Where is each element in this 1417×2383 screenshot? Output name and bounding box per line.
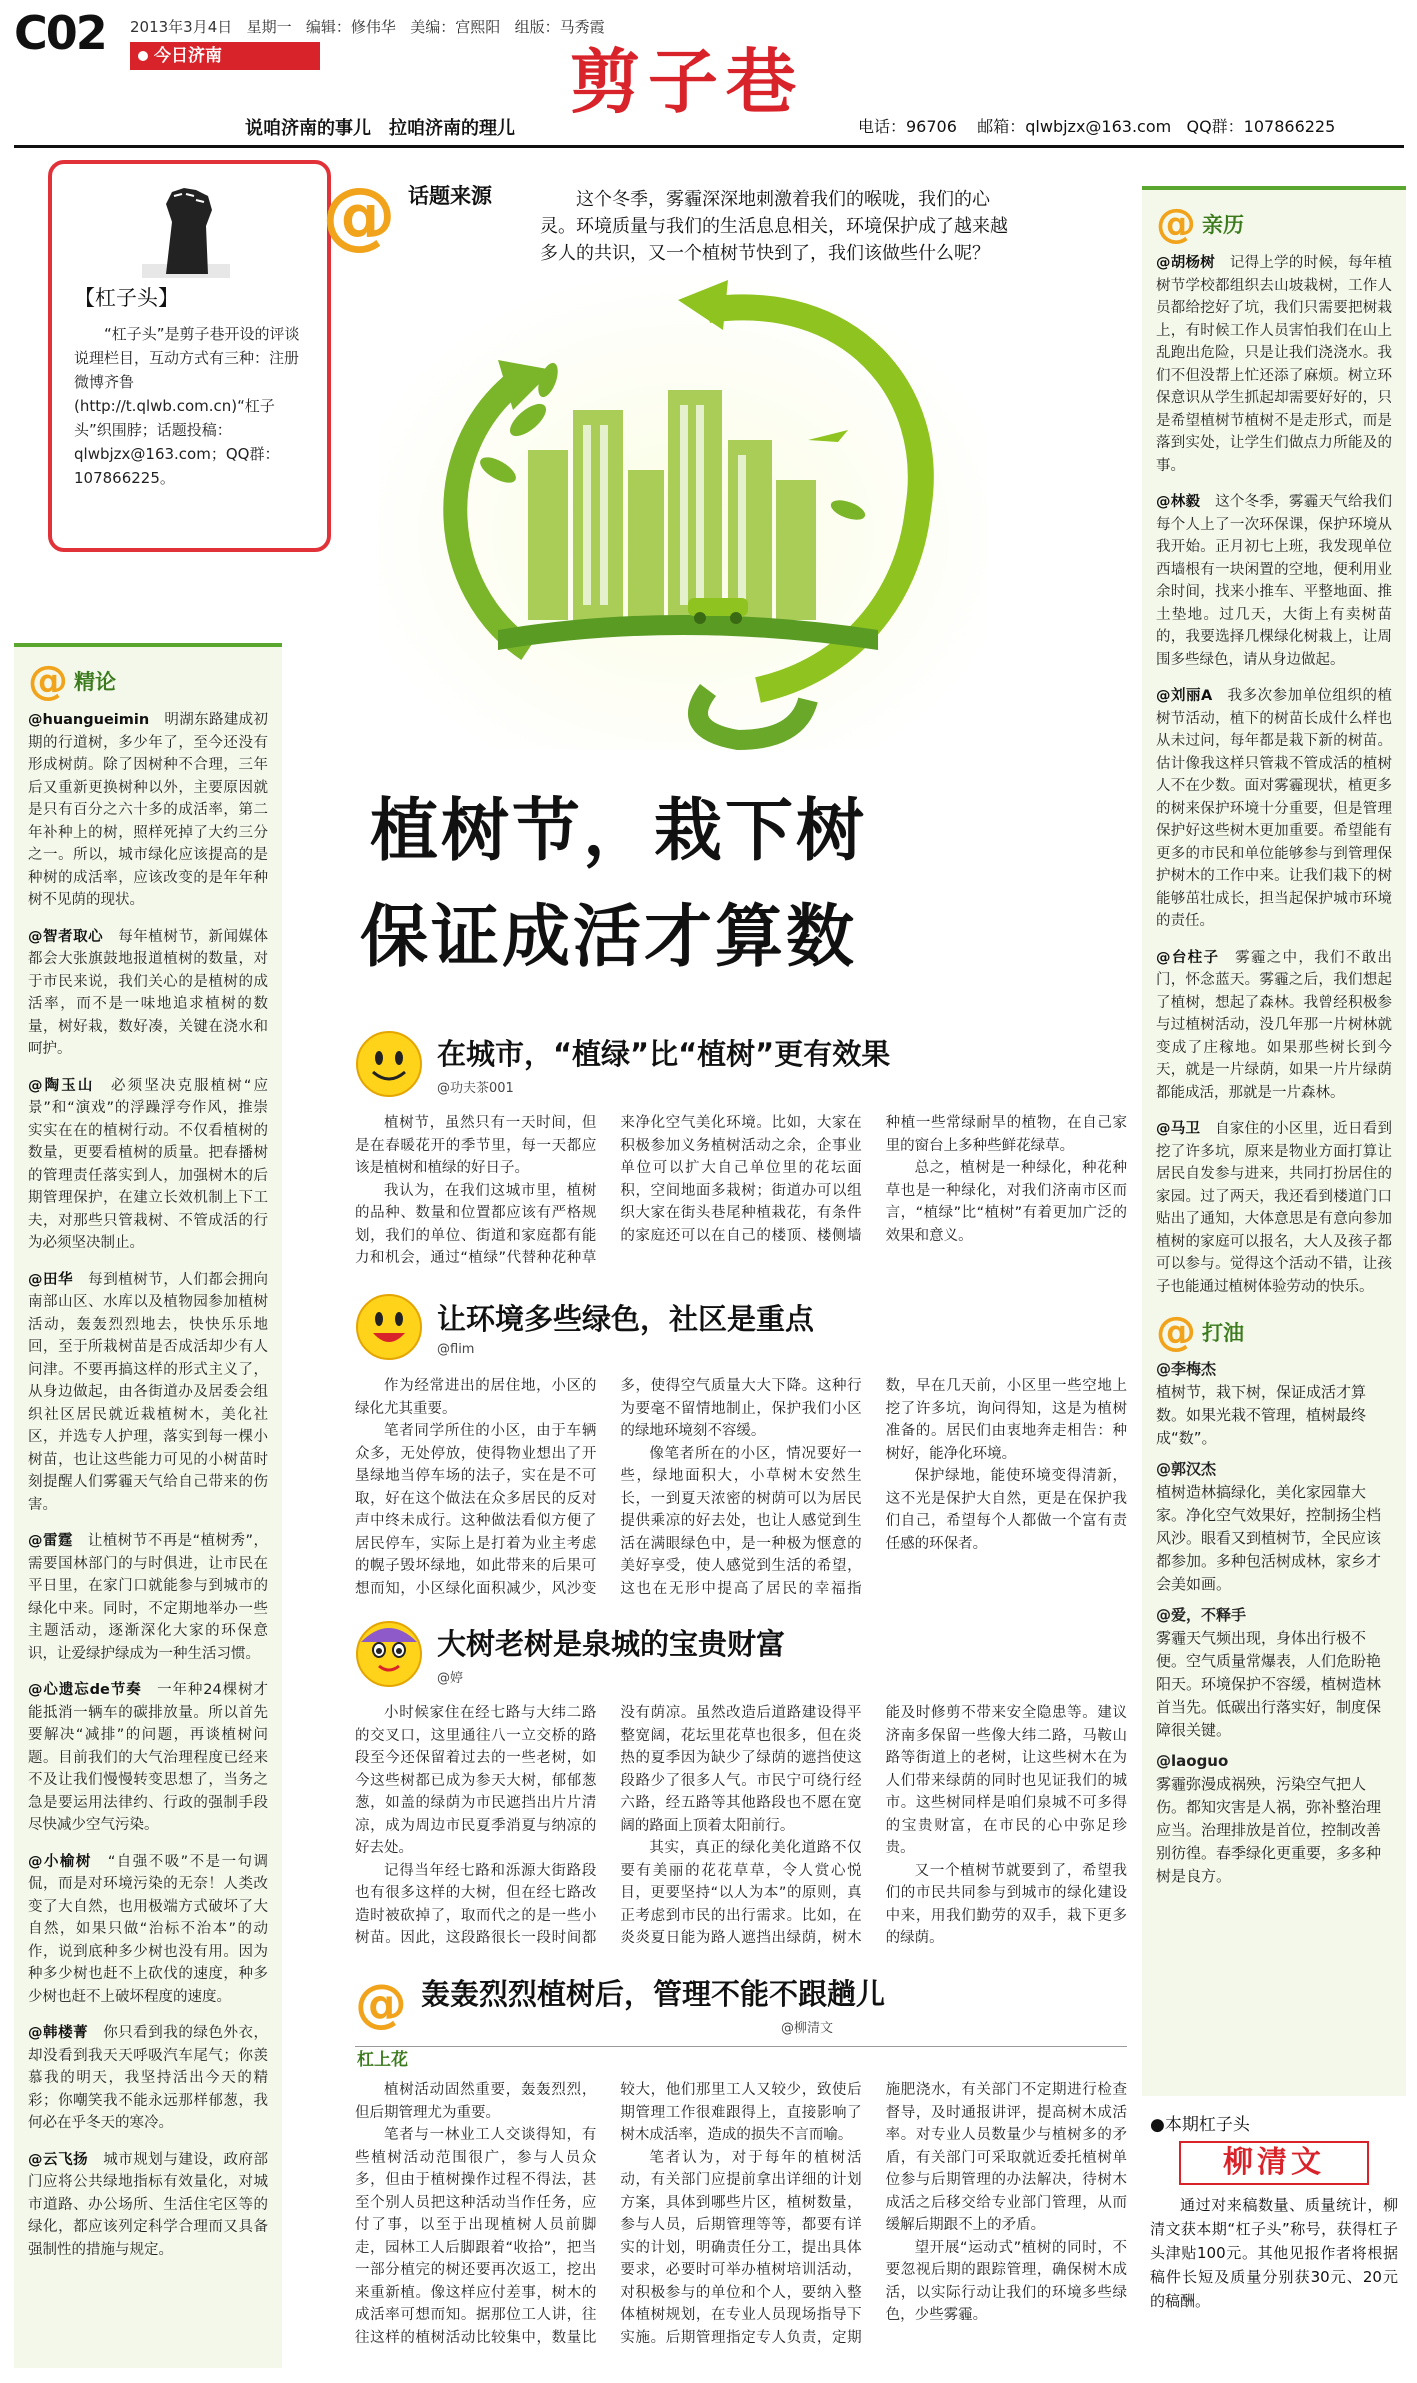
comment-text: “自强不吸”不是一句调侃，而是对环境污染的无奈！人类改变了大自然，也用极端方式破坏了大自然，如果只做“治标不治本”的动作，说到底种多少树也没有用。因为种多少树也赶不上砍伐的速度，种多少树也赶不上破坏程度的速度。	[28, 1853, 268, 2005]
fist-icon	[136, 174, 236, 280]
smiley-icon	[355, 1620, 423, 1688]
main-headline-line2: 保证成活才算数	[360, 898, 858, 977]
poem-text: 雾霾天气频出现，身体出行极不便。空气质量常爆表，人们危盼艳阳天。环境保护不容缓，植树造林首当先。低碳出行落实好，制度保障很关键。	[1156, 1629, 1382, 1739]
comment-text: 每到植树节，人们都会拥向南部山区、水库以及植物园参加植树活动，轰轰烈烈地去，快快乐乐地回，至于所栽树苗是否成活却少有人问津。不要再搞这样的形式主义了，从身边做起，由各街道办及居委会组织社区居民就近栽植树木，美化社区，并选专人护理，落实到每一棵小树苗，也让这些能力可见的小树苗时刻提醒人们雾霾天气给自己带来的伤害。	[28, 1271, 269, 1513]
column-name: 剪子巷	[570, 40, 804, 123]
article-paragraph: 保护绿地，能使环境变得清新，这不光是保护大自然，更是在保护我们自己，希望每个人都做一个富有责任感的环保者。	[885, 1468, 1127, 1552]
comment-author: @智者取心	[28, 928, 104, 945]
section-label: 今日济南	[154, 46, 222, 66]
comment-entry	[28, 2149, 268, 2262]
this-issue-label-text: 本期杠子头	[1164, 2115, 1250, 2135]
comment-text: 让植树节不再是“植树秀”，需要国林部门的与时俱进，让市民在平日里，在家门口就能参与到城市的绿化中来。同时，不定期地举办一些主题活动，逐渐深化大家的环保意识，让爱绿护绿成为一种生活习惯。	[28, 1533, 268, 1662]
this-issue-text: 通过对来稿数量、质量统计，柳清文获本期“杠子头”称号，获得杠子头津贴100元。其他见报作者将根据稿件长短及质量分别获30元、20元的稿酬。	[1150, 2196, 1398, 2310]
comment-author: @雷霆	[28, 1533, 73, 1549]
comment-author: @云飞扬	[28, 2151, 89, 2168]
article-paragraph: 望开展“运动式”植树的同时，不要忽视后期的跟踪管理，确保树木成活，以实际行动让我们的环境多些绿色，少些雾霾。	[885, 2239, 1127, 2323]
bullet-icon: ●	[1150, 2115, 1165, 2135]
topic-text: 这个冬季，雾霾深深地刺激着我们的喉咙，我们的心灵。环境质量与我们的生活息息相关，环境保护成了越来越多人的共识，又一个植树节快到了，我们该做些什么呢？	[540, 189, 1008, 264]
smiley-icon	[355, 1030, 423, 1098]
section-tag	[130, 42, 320, 70]
at-icon: @	[1156, 1309, 1196, 1355]
article-paragraph: 笔者认为，对于每年的植树活动，有关部门应提前拿出详细的计划方案，具体到哪些片区，植树数量，参与人员，后期管理等等，都要有详实的计划，明确责任分工，提出具体要求，必要时可举办植树培训活动，对积极参与的单位和个人，要纳入整体植树规划，在专业人员现场指导下实施。后期管理指定专人负责，定期施肥浇水，有关部门不定期进行检查督导，及时通报讲评，提高树木成活率。对专业人员数量少与植树多的矛盾，有关部门可采取就近委托植树单位参与后期管理的办法解决，待树木成活之后移交给专业部门管理，从而缓解后期跟不上的矛盾。	[620, 2082, 1127, 2346]
ganzitou-intro-box	[48, 160, 331, 552]
panel-heading-label: 亲历	[1202, 213, 1244, 237]
green-city-illustration	[378, 270, 988, 750]
contact-line	[858, 114, 1335, 137]
comment-author: @小榆树	[28, 1853, 92, 1870]
experience-author: @台柱子	[1156, 949, 1220, 966]
experience-author: @林毅	[1156, 494, 1201, 510]
article-paragraph: 又一个植树节就要到了，希望我们的市民共同参与到城市的绿化建设中来，用我们勤劳的双手，栽下更多的绿荫。	[885, 1862, 1127, 1946]
this-issue-box	[1142, 2110, 1406, 2370]
article-paragraph: 笔者与一林业工人交谈得知，有些植树活动范围很广，参与人员众多，但由于植树操作过程不得法，甚至个别人员把这种活动当作任务，应付了事，以至于出现植树人员前脚走，园林工人后脚跟着“收拾”，把当一部分植完的树还要再次返工，挖出来重新植。像这样应付差事，树木的成活率可想而知。据那位工人讲，往往这样的植树活动比较集中，数量比较大，他们那里工人又较少，致使后期管理工作很难跟得上，直接影响了树木成活率，造成的损失不言而喻。	[355, 2082, 862, 2346]
experience-text: 雾霾之中，我们不敢出门，怀念蓝天。雾霾之后，我们想起了植树，想起了森林。我曾经积极参与过植树活动，没几年那一片树林就变成了庄稼地。如果那些树长到今天，就是一片绿荫，如果一片片绿荫都能成活，那就是一片森林。	[1156, 949, 1393, 1101]
panel-heading-label: 精论	[74, 670, 116, 694]
article-body	[355, 1702, 1127, 1950]
contact-qq: QQ群：107866225	[1186, 117, 1336, 136]
article-paragraph: 小时候家住在经七路与大纬二路的交叉口，这里通往八一立交桥的路段至今还保留着过去的一些老树，如今这些树都已成为参天大树，郁郁葱葱，如盖的绿荫为市民遮挡出片片清凉，成为周边市民夏季消夏与纳凉的好去处。	[355, 1705, 597, 1856]
comment-entry	[28, 1075, 268, 1255]
smiley-icon	[355, 1293, 423, 1361]
article-author: @功夫茶001	[437, 1081, 514, 1096]
comment-entry	[28, 1269, 268, 1517]
poem-author: @郭汉杰	[1156, 1460, 1217, 1478]
left-commentary-panel	[14, 643, 282, 2368]
article-body	[355, 2079, 1127, 2349]
this-issue-name: 柳清文	[1179, 2141, 1369, 2185]
article	[355, 1972, 1127, 2349]
experience-text: 这个冬季，雾霾天气给我们每个人上了一次环保课，保护环境从我开始。正月初七上班，我发现单位西墙根有一块闲置的空地，便利用业余时间，找来小推车、平整地面、推土垫地。过几天，大街上有卖树苗的，我要选择几棵绿化树栽上，让周围多些绿色，请从身边做起。	[1156, 494, 1393, 668]
comment-author: @田华	[28, 1271, 74, 1288]
comment-entry	[28, 709, 268, 912]
experience-entry	[1156, 491, 1392, 671]
poems-heading-label: 打油	[1202, 1321, 1244, 1345]
comment-entry	[28, 1679, 268, 1837]
experience-text: 我多次参加单位组织的植树节活动，植下的树苗长成什么样也从未过问，每年都是栽下新的树苗。估计像我这样只管栽不管成活的植树人不在少数。面对雾霾现状，植更多的树来保护环境十分重要，但是管理保护好这些树木更加重要。希望能有更多的市民和单位能够参与到管理保护树木的工作中来。让我们栽下的树能够茁壮成长，担当起保护城市环境的责任。	[1156, 688, 1392, 929]
editor-credit: 编辑：修伟华	[305, 18, 396, 36]
experience-author: @刘丽A	[1156, 688, 1213, 704]
ganzitou-body: “杠子头”是剪子巷开设的评谈说理栏目，互动方式有三种：注册微博齐鲁(http://t.qlwb.com.cn)“杠子头”织围脖；话题投稿：qlwbjzx@163.com；QQ群：107866225。	[74, 325, 300, 487]
main-headline-line1: 植树节，栽下树	[370, 792, 868, 871]
comment-text: 城市规划与建设，政府部门应将公共绿地指标有效量化，对城市道路、办公场所、生活住宅区等的绿化，都应该列定科学合理而又具备强制性的措施与规定。	[28, 2151, 269, 2258]
issue-date: 2013年3月4日	[130, 18, 233, 36]
at-icon: @	[1156, 201, 1196, 247]
article-paragraph: 其实，真正的绿化美化道路不仅要有美丽的花花草草，令人赏心悦目，更要坚持“以人为本”的原则，真正考虑到市民的出行需求。比如，在炎炎夏日能为路人遮挡出绿荫，树木能及时修剪不带来安全隐患等。建议济南多保留一些像大纬二路，马鞍山路等街道上的老树，让这些树木在为人们带来绿荫的同时也见证我们的城市。这些树同样是咱们泉城不可多得的宝贵财富，在市民的心中弥足珍贵。	[620, 1705, 1127, 1946]
at-icon: @	[322, 172, 396, 258]
article-header	[355, 1620, 1127, 1688]
comment-text: 必须坚决克服植树“应景”和“演戏”的浮躁浮夸作风，推崇实实在在的植树行动。不仅看植树的数量，更要看植树的质量。把春播树的管理责任落实到人，加强树木的后期管理保护，在建立长效机制上下工夫，对那些只管栽树、不管成活的行为必须坚决制止。	[28, 1077, 269, 1251]
poem-text: 植树节，栽下树，保证成活才算数。如果光栽不管理，植树最终成“数”。	[1156, 1383, 1367, 1447]
article-body	[355, 1375, 1127, 1600]
article	[355, 1293, 1127, 1600]
article-paragraph: 像笔者所在的小区，情况要好一些，绿地面积大，小草树木安然生长，一到夏天浓密的树荫可以为居民提供乘凉的好去处，也让人感觉到生活在满眼绿色中，是一种极为惬意的美好享受，使人感觉到生活的希望，这也在无形中提高了居民的幸福指数，早在几天前，小区里一些空地上挖了许多坑，询问得知，这是为植树准备的。居民们由衷地奔走相告：种树好，能净化环境。	[620, 1378, 1127, 1597]
article-title: 大树老树是泉城的宝贵财富	[437, 1627, 786, 1661]
poem-text: 雾霾弥漫成祸殃，污染空气把人伤。都知灾害是人祸，弥补整治理应当。治理排放是首位，控制改善别彷徨。春季绿化更重要，多多种树是良方。	[1156, 1775, 1382, 1885]
experience-entry	[1156, 1118, 1392, 1298]
article-author: @flim	[437, 1342, 475, 1357]
experience-entry	[1156, 947, 1392, 1105]
comment-author: @陶玉山	[28, 1077, 95, 1094]
ganzitou-title: 【杠子头】	[74, 286, 179, 310]
comment-entry	[28, 926, 268, 1061]
comment-entry	[28, 1530, 268, 1665]
comment-text: 明湖东路建成初期的行道树，多少年了，至今还没有形成树荫。除了因树种不合理，三年后又重新更换树种以外，主要原因就是只有百分之六十多的成活率，第二年补种上的树，照样死掉了大约三分之一。所以，城市绿化应该提高的是种树的成活率，应该改变的是年年种树不见荫的现状。	[28, 712, 269, 908]
panel-heading	[1156, 201, 1392, 247]
comment-entry	[28, 2022, 268, 2135]
pin-icon	[138, 51, 148, 61]
poems-heading	[1156, 1309, 1392, 1355]
meta-line	[130, 16, 605, 37]
article-author: @柳清文	[781, 2021, 834, 2036]
experience-text: 自家住的小区里，近日看到挖了许多坑，原来是物业方面打算让居民自发参与进来，共同打扮居住的家园。过了两天，我还看到楼道门口贴出了通知，大体意思是有意向参加植树的家庭可以报名，大人及孩子都可以参与。觉得这个活动不错，让孩子也能通过植树体验劳动的快乐。	[1156, 1121, 1393, 1295]
article-body-wrap	[355, 2046, 1127, 2349]
article-header	[355, 1972, 1127, 2036]
experience-text: 记得上学的时候，每年植树节学校都组织去山坡栽树，工作人员都给挖好了坑，我们只需要把树栽上，有时候工作人员害怕我们在山上乱跑出危险，只是让我们浇浇水。我们不但没帮上忙还添了麻烦。树立环保意识从学生抓起却需要好好的，只是希望植树节植树不是走形式，而是落到实处，让学生们做点力所能及的事。	[1156, 255, 1393, 474]
article-paragraph: 记得当年经七路和泺源大街路段也有很多这样的大树，但在经七路改造时被砍掉了，取而代之的是一些小树苗。因此，这段路很长一段时间都没有荫凉。虽然改造后道路建设得平整宽阔，花坛里花草也很多，但在炎热的夏季因为缺少了绿荫的遮挡使这段路少了很多人气。市民宁可绕行经六路，经五路等其他路段也不愿在宽阔的路面上顶着太阳前行。	[355, 1705, 862, 1946]
layout-credit: 组版：马秀霞	[514, 18, 605, 36]
article	[355, 1620, 1127, 1950]
slogan: 说咱济南的事儿 拉咱济南的理儿	[245, 118, 515, 139]
poem-entry	[1156, 1358, 1392, 1450]
article-header	[355, 1293, 1127, 1361]
comment-text: 每年植树节，新闻媒体都会大张旗鼓地报道植树的数量，对于市民来说，我们关心的是植树的成活率，而不是一味地追求植树的数量，树好栽，数好凑，关键在浇水和呵护。	[28, 928, 269, 1057]
masthead-rule	[14, 145, 1404, 148]
article-paragraph: 笔者同学所住的小区，由于车辆众多，无处停放，使得物业想出了开垦绿地当停车场的法子，实在是不可取，好在这个做法在众多居民的反对声中终未成行。这种做法看似方便了居民停车，实际上是打着为业主考虑的幌子毁坏绿地，如此带来的后果可想而知，小区绿化面积减少，风沙变多，使得空气质量大大下降。这种行为要毫不留情地制止，保护我们小区的绿地环境刻不容缓。	[355, 1378, 862, 1597]
poem-entry	[1156, 1750, 1392, 1888]
comment-text: 你只看到我的绿色外衣，却没看到我天天呼吸汽车尾气；你羡慕我的明天，我坚持活出今天的精彩；你嘲笑我不能永远那样郁葱，我何必在乎冬天的寒冷。	[28, 2025, 269, 2131]
article-paragraph: 植树节，虽然只有一天时间，但是在春暖花开的季节里，每一天都应该是植树和植绿的好日子。	[355, 1115, 597, 1176]
topic-label: 话题来源	[408, 184, 492, 208]
page-number: C02	[14, 6, 106, 60]
poem-author: @李梅杰	[1156, 1360, 1217, 1378]
article-body	[355, 1112, 1127, 1270]
article-header	[355, 1030, 1127, 1098]
article-kicker: 杠上花	[357, 2050, 408, 2070]
contact-phone: 电话：96706	[858, 117, 957, 136]
this-issue-label	[1150, 2110, 1406, 2135]
comment-author: @韩楼菁	[28, 2025, 89, 2041]
poem-entry	[1156, 1604, 1392, 1742]
experience-entry	[1156, 252, 1392, 477]
comment-author: @心遗忘de节奏	[28, 1682, 142, 1698]
right-experience-panel	[1142, 186, 1406, 2096]
article-paragraph: 我认为，在我们这城市里，植树的品种、数量和位置都应该有严格规划，我们的单位、街道和家庭都有能力和机会，通过“植绿”代替种花种草来净化空气美化环境。比如，大家在积极参加义务植树活动之余，企事业单位可以扩大自己单位里的花坛面积，空间地面多栽树；街道办可以组织大家在街头巷尾种植栽花，有条件的家庭还可以在自己的楼顶、楼侧墙种植一些常绿耐旱的植物，在自己家里的窗台上多种些鲜花绿草。	[355, 1115, 1127, 1266]
experience-entry	[1156, 685, 1392, 933]
comment-text: 一年种24棵树才能抵消一辆车的碳排放量。所以首先要解决“减排”的问题，再谈植树问题。目前我们的大气治理程度已经来不及让我们慢慢转变思想了，当务之急是要运用法律约、行政的强制手段尽快减少空气污染。	[28, 1682, 269, 1833]
experience-author: @胡杨树	[1156, 255, 1216, 271]
at-icon: @	[28, 658, 68, 704]
designer-credit: 美编：宫熙阳	[410, 18, 501, 36]
article-paragraph: 作为经常进出的居住地，小区的绿化尤其重要。	[355, 1378, 597, 1417]
issue-weekday: 星期一	[246, 18, 292, 36]
article	[355, 1030, 1127, 1270]
article-title: 轰轰烈烈植树后，管理不能不跟趟儿	[421, 1977, 886, 2011]
poem-text: 植树造林搞绿化，美化家园靠大家。净化空气效果好，控制扬尘档风沙。眼看又到植树节，全民应该都参加。多种包活树成林，家乡才会美如画。	[1156, 1483, 1382, 1593]
article-title: 在城市，“植绿”比“植树”更有效果	[437, 1037, 891, 1071]
article-title: 让环境多些绿色，社区是重点	[437, 1302, 815, 1336]
poem-entry	[1156, 1458, 1392, 1596]
contact-email: 邮箱：qlwbjzx@163.com	[977, 117, 1172, 136]
at-icon: @	[355, 1974, 407, 2034]
article-author: @婷	[437, 1671, 464, 1686]
comment-entry	[28, 1851, 268, 2009]
article-paragraph: 总之，植树是一种绿化，种花种草也是一种绿化，对我们济南市区而言，“植绿”比“植树”有着更加广泛的效果和意义。	[885, 1160, 1127, 1244]
experience-author: @马卫	[1156, 1121, 1201, 1137]
panel-heading	[28, 658, 268, 704]
poem-author: @laoguo	[1156, 1752, 1229, 1770]
poem-author: @爱，不释手	[1156, 1606, 1247, 1624]
article-paragraph: 植树活动固然重要，轰轰烈烈，但后期管理尤为重要。	[355, 2082, 597, 2121]
comment-author: @huangueimin	[28, 712, 150, 728]
